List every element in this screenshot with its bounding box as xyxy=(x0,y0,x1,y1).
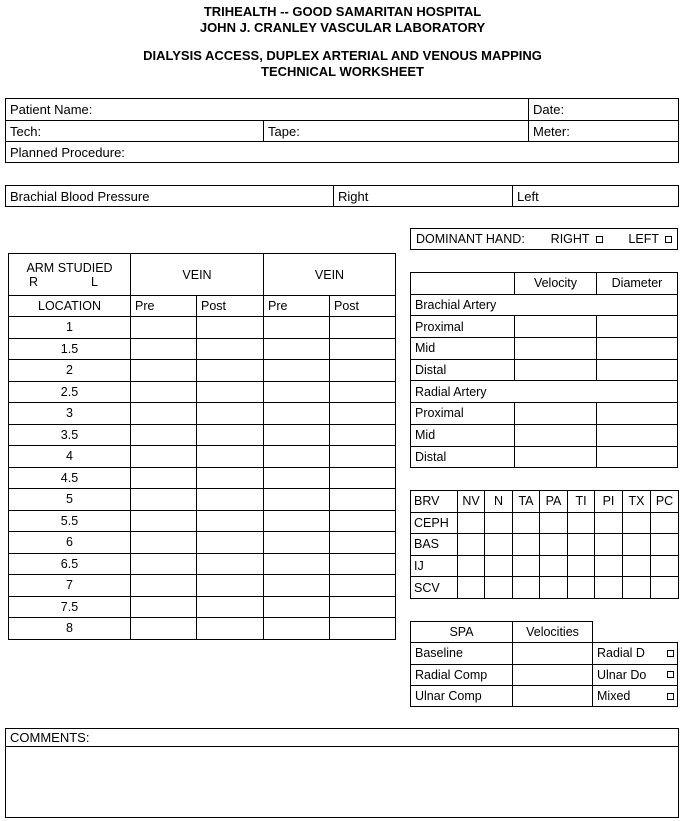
patient-name-field[interactable] xyxy=(6,99,528,120)
arm-studied-label: ARM STUDIED xyxy=(26,260,113,275)
title-line1: DIALYSIS ACCESS, DUPLEX ARTERIAL AND VENOUS MAPPING xyxy=(143,48,542,63)
location-row xyxy=(9,467,396,489)
brv-header: TI xyxy=(568,491,595,513)
velocity-header: Velocity xyxy=(515,273,597,295)
location-row xyxy=(9,381,396,403)
input-cell[interactable] xyxy=(458,512,485,534)
pre-header-1: Pre xyxy=(131,296,197,317)
spa-option-cell xyxy=(593,685,678,706)
spa-option-label: Ulnar Do xyxy=(597,667,647,682)
comments-label: COMMENTS: xyxy=(10,730,90,745)
input-cell[interactable] xyxy=(513,534,540,556)
input-cell[interactable] xyxy=(651,534,679,556)
input-cell[interactable] xyxy=(131,553,197,575)
input-cell[interactable] xyxy=(623,534,651,556)
location-value: 4 xyxy=(9,446,131,468)
spa-data-row xyxy=(411,685,678,706)
spa-row-label: Radial Comp xyxy=(411,664,513,685)
input-cell[interactable] xyxy=(131,532,197,554)
input-cell[interactable] xyxy=(515,316,597,338)
location-row xyxy=(9,360,396,382)
input-cell[interactable] xyxy=(595,577,623,599)
location-row xyxy=(9,489,396,511)
location-row xyxy=(9,317,396,339)
dominant-hand-left-group xyxy=(628,232,672,246)
location-row xyxy=(9,532,396,554)
input-cell[interactable] xyxy=(330,618,396,640)
input-cell[interactable] xyxy=(458,577,485,599)
input-cell[interactable] xyxy=(330,338,396,360)
tape-field[interactable] xyxy=(263,121,528,141)
brv-row-label: BAS xyxy=(411,534,458,556)
location-value: 7 xyxy=(9,575,131,597)
patient-name-label: Patient Name: xyxy=(10,102,93,117)
artery-section-label: Brachial Artery xyxy=(411,294,678,316)
input-cell[interactable] xyxy=(197,618,264,640)
brv-data-row xyxy=(411,577,679,599)
spa-header-row xyxy=(411,622,678,643)
input-cell[interactable] xyxy=(540,534,568,556)
input-cell[interactable] xyxy=(264,596,330,618)
dominant-hand-box xyxy=(410,228,678,250)
input-cell[interactable] xyxy=(131,424,197,446)
brv-header: PI xyxy=(595,491,623,513)
input-cell[interactable] xyxy=(264,510,330,532)
vein-table-header-row xyxy=(9,254,396,296)
input-cell[interactable] xyxy=(197,489,264,511)
input-cell[interactable] xyxy=(131,317,197,339)
input-cell[interactable] xyxy=(131,403,197,425)
input-cell[interactable] xyxy=(197,467,264,489)
form-title xyxy=(0,48,685,79)
input-cell[interactable] xyxy=(458,534,485,556)
input-cell[interactable] xyxy=(131,489,197,511)
input-cell[interactable] xyxy=(264,403,330,425)
input-cell[interactable] xyxy=(330,489,396,511)
input-cell[interactable] xyxy=(515,359,597,381)
brv-header: TA xyxy=(513,491,540,513)
location-value: 2.5 xyxy=(9,381,131,403)
input-cell[interactable] xyxy=(597,338,678,360)
input-cell[interactable] xyxy=(568,534,595,556)
input-cell[interactable] xyxy=(485,534,513,556)
blood-pressure-right-label: Right xyxy=(338,188,369,204)
location-row xyxy=(9,618,396,640)
location-row xyxy=(9,575,396,597)
arm-side-row xyxy=(9,275,130,289)
input-cell[interactable] xyxy=(330,381,396,403)
arm-left-label: L xyxy=(91,274,98,289)
input-cell[interactable] xyxy=(330,575,396,597)
artery-data-row xyxy=(411,316,678,338)
input-cell[interactable] xyxy=(595,555,623,577)
brv-header: TX xyxy=(623,491,651,513)
artery-section-row xyxy=(411,294,678,316)
input-cell[interactable] xyxy=(131,360,197,382)
brv-data-row xyxy=(411,555,679,577)
brv-header: N xyxy=(485,491,513,513)
input-cell[interactable] xyxy=(515,424,597,446)
spa-option-cell xyxy=(593,664,678,685)
artery-section-row xyxy=(411,381,678,403)
input-cell[interactable] xyxy=(197,532,264,554)
brv-header: PA xyxy=(540,491,568,513)
input-cell[interactable] xyxy=(131,596,197,618)
input-cell[interactable] xyxy=(485,577,513,599)
input-cell[interactable] xyxy=(513,512,540,534)
dominant-hand-left-label: LEFT xyxy=(628,232,659,246)
vein-table-subheader-row xyxy=(9,296,396,317)
patient-info-row-1 xyxy=(6,99,678,120)
input-cell[interactable] xyxy=(330,360,396,382)
input-cell[interactable] xyxy=(330,467,396,489)
location-value: 3.5 xyxy=(9,424,131,446)
spa-option-cell xyxy=(593,643,678,664)
input-cell[interactable] xyxy=(197,424,264,446)
tape-label: Tape: xyxy=(268,123,300,139)
dominant-hand-right-checkbox[interactable] xyxy=(596,236,603,243)
date-field[interactable] xyxy=(528,99,678,120)
input-cell[interactable] xyxy=(515,338,597,360)
input-cell[interactable] xyxy=(264,317,330,339)
input-cell[interactable] xyxy=(197,338,264,360)
vein-header-1: VEIN xyxy=(131,254,264,296)
planned-procedure-label: Planned Procedure: xyxy=(10,144,125,160)
input-cell[interactable] xyxy=(264,532,330,554)
location-row xyxy=(9,338,396,360)
title-line2: TECHNICAL WORKSHEET xyxy=(261,63,424,79)
post-header-2: Post xyxy=(330,296,396,317)
brv-data-row xyxy=(411,512,679,534)
ulnar-dominant-checkbox[interactable] xyxy=(667,671,674,678)
input-cell[interactable] xyxy=(264,467,330,489)
patient-info-row-2 xyxy=(6,120,678,141)
input-cell[interactable] xyxy=(330,403,396,425)
brv-table xyxy=(410,490,679,599)
input-cell[interactable] xyxy=(197,553,264,575)
brv-header: NV xyxy=(458,491,485,513)
arm-studied-header-cell xyxy=(9,254,131,296)
location-header: LOCATION xyxy=(9,296,131,317)
location-value: 6.5 xyxy=(9,553,131,575)
input-cell[interactable] xyxy=(513,643,593,664)
tech-label: Tech: xyxy=(10,123,42,139)
input-cell[interactable] xyxy=(513,577,540,599)
blood-pressure-left-field[interactable] xyxy=(512,186,678,206)
location-value: 7.5 xyxy=(9,596,131,618)
form-header xyxy=(0,4,685,35)
dominant-hand-right-label: RIGHT xyxy=(550,232,590,246)
location-value: 5 xyxy=(9,489,131,511)
comments-box xyxy=(5,728,679,818)
input-cell[interactable] xyxy=(330,424,396,446)
arm-right-label: R xyxy=(29,274,39,289)
input-cell[interactable] xyxy=(597,359,678,381)
diameter-header: Diameter xyxy=(597,273,678,295)
input-cell[interactable] xyxy=(197,510,264,532)
input-cell[interactable] xyxy=(513,555,540,577)
artery-data-row xyxy=(411,359,678,381)
artery-data-row xyxy=(411,403,678,425)
input-cell[interactable] xyxy=(330,317,396,339)
location-row xyxy=(9,403,396,425)
input-cell[interactable] xyxy=(513,664,593,685)
input-cell[interactable] xyxy=(568,577,595,599)
dominant-hand-label: DOMINANT HAND: xyxy=(416,232,525,246)
meter-label: Meter: xyxy=(533,123,570,139)
comments-area[interactable] xyxy=(6,747,678,816)
input-cell[interactable] xyxy=(131,381,197,403)
input-cell[interactable] xyxy=(568,512,595,534)
spa-table xyxy=(410,621,678,707)
artery-data-row xyxy=(411,424,678,446)
artery-row-label: Mid xyxy=(411,424,515,446)
input-cell[interactable] xyxy=(651,512,679,534)
input-cell[interactable] xyxy=(623,577,651,599)
location-row xyxy=(9,446,396,468)
artery-row-label: Proximal xyxy=(411,316,515,338)
artery-header-row xyxy=(411,273,678,295)
location-value: 3 xyxy=(9,403,131,425)
blood-pressure-label-cell xyxy=(6,186,333,206)
location-value: 5.5 xyxy=(9,510,131,532)
input-cell[interactable] xyxy=(330,510,396,532)
input-cell[interactable] xyxy=(540,577,568,599)
input-cell[interactable] xyxy=(197,575,264,597)
patient-info-table xyxy=(5,98,679,163)
vein-header-2: VEIN xyxy=(264,254,396,296)
input-cell[interactable] xyxy=(197,381,264,403)
input-cell[interactable] xyxy=(330,553,396,575)
planned-procedure-field[interactable] xyxy=(6,142,678,162)
input-cell[interactable] xyxy=(651,577,679,599)
hospital-name: TRIHEALTH -- GOOD SAMARITAN HOSPITAL xyxy=(203,4,482,19)
dominant-hand-left-checkbox[interactable] xyxy=(665,236,672,243)
input-cell[interactable] xyxy=(131,618,197,640)
date-label: Date: xyxy=(533,102,565,117)
input-cell[interactable] xyxy=(595,512,623,534)
brv-data-row xyxy=(411,534,679,556)
input-cell[interactable] xyxy=(597,403,678,425)
artery-data-row xyxy=(411,338,678,360)
tech-field[interactable] xyxy=(6,121,263,141)
input-cell[interactable] xyxy=(264,575,330,597)
input-cell[interactable] xyxy=(330,446,396,468)
blood-pressure-table xyxy=(5,185,679,207)
input-cell[interactable] xyxy=(264,381,330,403)
input-cell[interactable] xyxy=(458,555,485,577)
location-row xyxy=(9,424,396,446)
location-value: 1 xyxy=(9,317,131,339)
input-cell[interactable] xyxy=(264,553,330,575)
velocities-header: Velocities xyxy=(513,622,593,643)
input-cell[interactable] xyxy=(197,596,264,618)
artery-row-label: Distal xyxy=(411,359,515,381)
input-cell[interactable] xyxy=(131,467,197,489)
input-cell[interactable] xyxy=(197,446,264,468)
location-value: 8 xyxy=(9,618,131,640)
input-cell[interactable] xyxy=(568,555,595,577)
input-cell[interactable] xyxy=(131,446,197,468)
artery-row-label: Proximal xyxy=(411,403,515,425)
location-row xyxy=(9,553,396,575)
artery-corner-cell xyxy=(411,273,515,295)
spa-option-label: Mixed xyxy=(597,689,631,704)
input-cell[interactable] xyxy=(131,338,197,360)
dominant-hand-right-group xyxy=(551,232,603,246)
location-value: 6 xyxy=(9,532,131,554)
input-cell[interactable] xyxy=(264,618,330,640)
input-cell[interactable] xyxy=(597,316,678,338)
brv-header: BRV xyxy=(411,491,458,513)
input-cell[interactable] xyxy=(515,403,597,425)
location-value: 1.5 xyxy=(9,338,131,360)
brv-header-row xyxy=(411,491,679,513)
brv-row-label: SCV xyxy=(411,577,458,599)
mixed-checkbox[interactable] xyxy=(667,693,674,700)
spa-header: SPA xyxy=(411,622,513,643)
spa-option-label: Radial D xyxy=(597,646,645,661)
input-cell[interactable] xyxy=(651,555,679,577)
brv-header: PC xyxy=(651,491,679,513)
blood-pressure-left-label: Left xyxy=(517,188,539,204)
input-cell[interactable] xyxy=(597,424,678,446)
location-row xyxy=(9,510,396,532)
input-cell[interactable] xyxy=(485,512,513,534)
patient-info-row-3 xyxy=(6,141,678,162)
location-value: 4.5 xyxy=(9,467,131,489)
input-cell[interactable] xyxy=(264,360,330,382)
meter-field[interactable] xyxy=(528,121,678,141)
brv-row-label: CEPH xyxy=(411,512,458,534)
input-cell[interactable] xyxy=(131,575,197,597)
blood-pressure-label: Brachial Blood Pressure xyxy=(10,188,150,204)
input-cell[interactable] xyxy=(264,446,330,468)
artery-row-label: Distal xyxy=(411,446,515,468)
input-cell[interactable] xyxy=(131,510,197,532)
input-cell[interactable] xyxy=(595,534,623,556)
spa-empty-corner xyxy=(593,622,678,643)
comments-header xyxy=(6,729,678,747)
pre-header-2: Pre xyxy=(264,296,330,317)
input-cell[interactable] xyxy=(197,360,264,382)
input-cell[interactable] xyxy=(330,532,396,554)
vein-mapping-table xyxy=(8,253,396,640)
brv-row-label: IJ xyxy=(411,555,458,577)
spa-data-row xyxy=(411,643,678,664)
input-cell[interactable] xyxy=(264,424,330,446)
artery-table xyxy=(410,272,678,468)
laboratory-name: JOHN J. CRANLEY VASCULAR LABORATORY xyxy=(199,19,486,35)
artery-row-label: Mid xyxy=(411,338,515,360)
input-cell[interactable] xyxy=(197,403,264,425)
blood-pressure-right-field[interactable] xyxy=(333,186,512,206)
input-cell[interactable] xyxy=(623,512,651,534)
input-cell[interactable] xyxy=(513,685,593,706)
artery-section-label: Radial Artery xyxy=(411,381,678,403)
spa-row-label: Ulnar Comp xyxy=(411,685,513,706)
spa-data-row xyxy=(411,664,678,685)
location-value: 2 xyxy=(9,360,131,382)
radial-dominant-checkbox[interactable] xyxy=(667,650,674,657)
input-cell[interactable] xyxy=(264,489,330,511)
location-row xyxy=(9,596,396,618)
input-cell[interactable] xyxy=(264,338,330,360)
artery-data-row xyxy=(411,446,678,468)
spa-row-label: Baseline xyxy=(411,643,513,664)
input-cell[interactable] xyxy=(515,446,597,468)
input-cell[interactable] xyxy=(197,317,264,339)
input-cell[interactable] xyxy=(540,512,568,534)
input-cell[interactable] xyxy=(597,446,678,468)
input-cell[interactable] xyxy=(330,596,396,618)
input-cell[interactable] xyxy=(623,555,651,577)
input-cell[interactable] xyxy=(485,555,513,577)
input-cell[interactable] xyxy=(540,555,568,577)
post-header-1: Post xyxy=(197,296,264,317)
